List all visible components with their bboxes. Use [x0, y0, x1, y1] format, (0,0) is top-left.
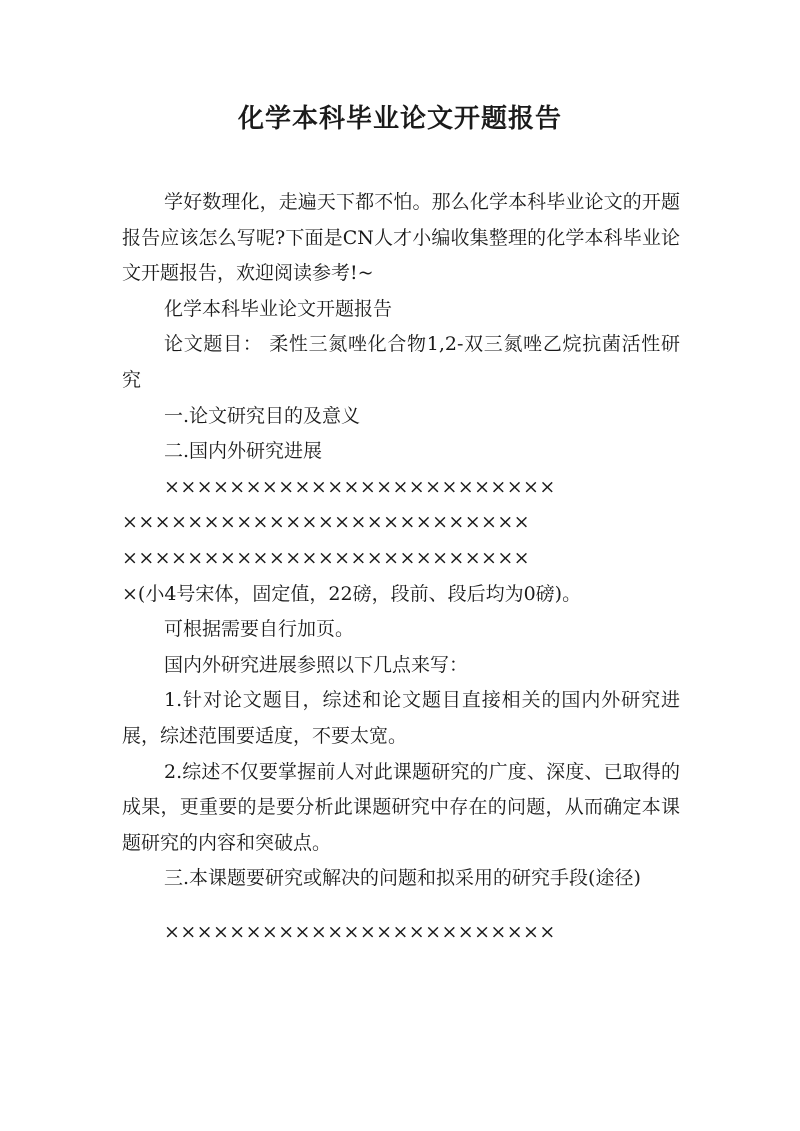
placeholder-x-line: ×××××××××××××××××××××××××: [122, 511, 530, 534]
section-heading-2: 二.国内外研究进展: [164, 440, 323, 463]
placeholder-x-line: ××××××××××××××××××××××××: [164, 920, 556, 943]
point-1-paragraph: 1.针对论文题目，综述和论文题目直接相关的国内外研究进展，综述范围要适度，不要太宽。: [122, 689, 680, 747]
refer-points-paragraph: 国内外研究进展参照以下几点来写：: [164, 653, 469, 676]
topic-paragraph: 论文题目： 柔性三氮唑化合物1,2-双三氮唑乙烷抗菌活性研究: [122, 333, 680, 391]
placeholder-x-line: ××××××××××××××××××××××××: [164, 475, 556, 498]
intro-paragraph: 学好数理化，走遍天下都不怕。那么化学本科毕业论文的开题报告应该怎么写呢?下面是CN人才小编收集整理的化学本科毕业论文开题报告，欢迎阅读参考!~: [122, 191, 680, 285]
section-heading-1: 一.论文研究目的及意义: [164, 404, 361, 427]
placeholder-x-line: ×××××××××××××××××××××××××: [122, 546, 530, 569]
subtitle-paragraph: 化学本科毕业论文开题报告: [164, 297, 393, 320]
point-2-paragraph: 2.综述不仅要掌握前人对此课题研究的广度、深度、已取得的成果，更重要的是要分析此课题研究中存在的问题，从而确定本课题研究的内容和突破点。: [122, 760, 680, 854]
document-body: [122, 185, 680, 950]
document-title: 化学本科毕业论文开题报告: [237, 104, 562, 134]
format-note-paragraph: ×(小4号宋体，固定值，22磅，段前、段后均为0磅)。: [122, 582, 582, 605]
section-heading-3: 三.本课题要研究或解决的问题和拟采用的研究手段(途径): [164, 867, 641, 890]
add-pages-paragraph: 可根据需要自行加页。: [164, 618, 355, 641]
